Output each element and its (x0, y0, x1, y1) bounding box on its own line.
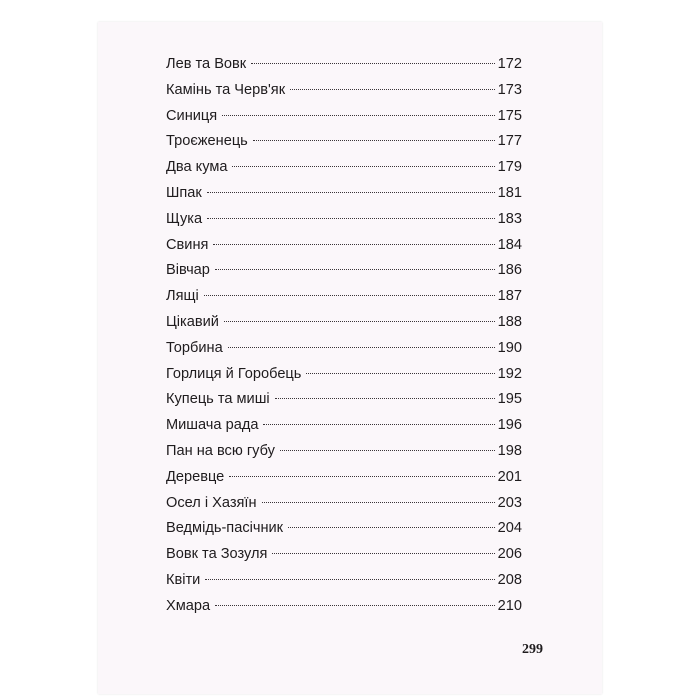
toc-entry-title: Вівчар (166, 262, 210, 279)
toc-entry-page: 172 (497, 56, 522, 72)
dot-leader (253, 140, 495, 141)
toc-entry-page: 184 (497, 236, 522, 253)
dot-leader (224, 321, 495, 322)
toc-entry-page: 201 (497, 468, 522, 485)
toc-entry (166, 387, 522, 413)
toc-entry-page: 190 (497, 339, 522, 356)
toc-entry-title: Осел і Хазяїн (166, 494, 257, 511)
toc-entry-title: Горлиця й Горобець (166, 365, 302, 382)
toc-entry-page: 181 (497, 184, 522, 201)
toc-entry (166, 336, 522, 362)
toc-entry (166, 233, 522, 259)
dot-leader (207, 192, 495, 193)
toc-entry-title: Лев та Вовк (166, 56, 247, 72)
toc-entry-title: Деревце (166, 468, 225, 485)
toc-entry-page: 198 (497, 442, 522, 459)
book-page (98, 22, 602, 694)
toc-entry-page: 188 (497, 313, 522, 330)
dot-leader (288, 527, 495, 528)
dot-leader (215, 269, 495, 270)
toc-entry-title: Цікавий (166, 313, 219, 330)
dot-leader (204, 295, 495, 296)
toc-entry-page: 192 (497, 365, 522, 382)
toc-entry (166, 516, 522, 542)
toc-entry-page: 204 (497, 520, 522, 537)
toc-entry (166, 491, 522, 517)
dot-leader (263, 424, 494, 425)
toc-entry-title: Шпак (166, 184, 202, 201)
dot-leader (207, 218, 495, 219)
toc-entry-page: 175 (497, 107, 522, 124)
dot-leader (280, 450, 495, 451)
toc-entry (166, 413, 522, 439)
dot-leader (306, 373, 494, 374)
toc-entry (166, 362, 522, 388)
toc-entry (166, 439, 522, 465)
toc-entry-title: Синиця (166, 107, 218, 124)
dot-leader (228, 347, 495, 348)
toc-entry-page: 186 (497, 262, 522, 279)
toc-entry-title: Свиня (166, 236, 209, 253)
toc-entry-page: 187 (497, 288, 522, 305)
toc-entry-page: 179 (497, 159, 522, 176)
toc-entry (166, 568, 522, 594)
dot-leader (213, 244, 494, 245)
toc-entry (166, 310, 522, 336)
toc-entry-title: Щука (166, 210, 203, 227)
toc-entry-title: Торбина (166, 339, 223, 356)
toc-entry-title: Камінь та Черв'як (166, 81, 286, 98)
toc-entry-page: 177 (497, 133, 522, 150)
toc-entry-page: 183 (497, 210, 522, 227)
toc-entry (166, 542, 522, 568)
toc-entry-title: Два кума (166, 159, 228, 176)
toc-entry-title: Квіти (166, 571, 201, 588)
toc-entry-title: Вовк та Зозуля (166, 546, 268, 563)
toc-entry (166, 155, 522, 181)
toc-entry-title: Мишача рада (166, 417, 259, 434)
dot-leader (275, 398, 495, 399)
toc-entry-title: Троєженець (166, 133, 248, 150)
toc-entry (166, 594, 522, 620)
toc-entry (166, 52, 522, 78)
toc-entry-page: 203 (497, 494, 522, 511)
toc-entry-title: Купець та миші (166, 391, 270, 408)
toc-entry-page: 173 (497, 81, 522, 98)
dot-leader (251, 63, 494, 64)
toc-entry (166, 284, 522, 310)
toc-entry (166, 465, 522, 491)
toc-entry-page: 195 (497, 391, 522, 408)
dot-leader (205, 579, 494, 580)
toc-entry-page: 196 (497, 417, 522, 434)
toc-entry-title: Ведмідь-пасічник (166, 520, 284, 537)
dot-leader (222, 115, 494, 116)
page-number: 299 (522, 642, 543, 657)
toc-entry (166, 207, 522, 233)
toc-entry-page: 206 (497, 546, 522, 563)
dot-leader (290, 89, 495, 90)
dot-leader (215, 605, 495, 606)
dot-leader (262, 502, 495, 503)
dot-leader (232, 166, 494, 167)
toc-entry (166, 78, 522, 104)
toc-entry-title: Хмара (166, 597, 211, 614)
toc-entry-page: 210 (497, 597, 522, 614)
dot-leader (229, 476, 494, 477)
toc-entry-title: Лящі (166, 288, 199, 305)
table-of-contents (166, 52, 522, 620)
toc-entry (166, 181, 522, 207)
toc-entry (166, 258, 522, 284)
toc-entry-page: 208 (497, 571, 522, 588)
toc-entry (166, 129, 522, 155)
toc-entry (166, 104, 522, 130)
dot-leader (272, 553, 494, 554)
toc-entry-title: Пан на всю губу (166, 442, 275, 459)
